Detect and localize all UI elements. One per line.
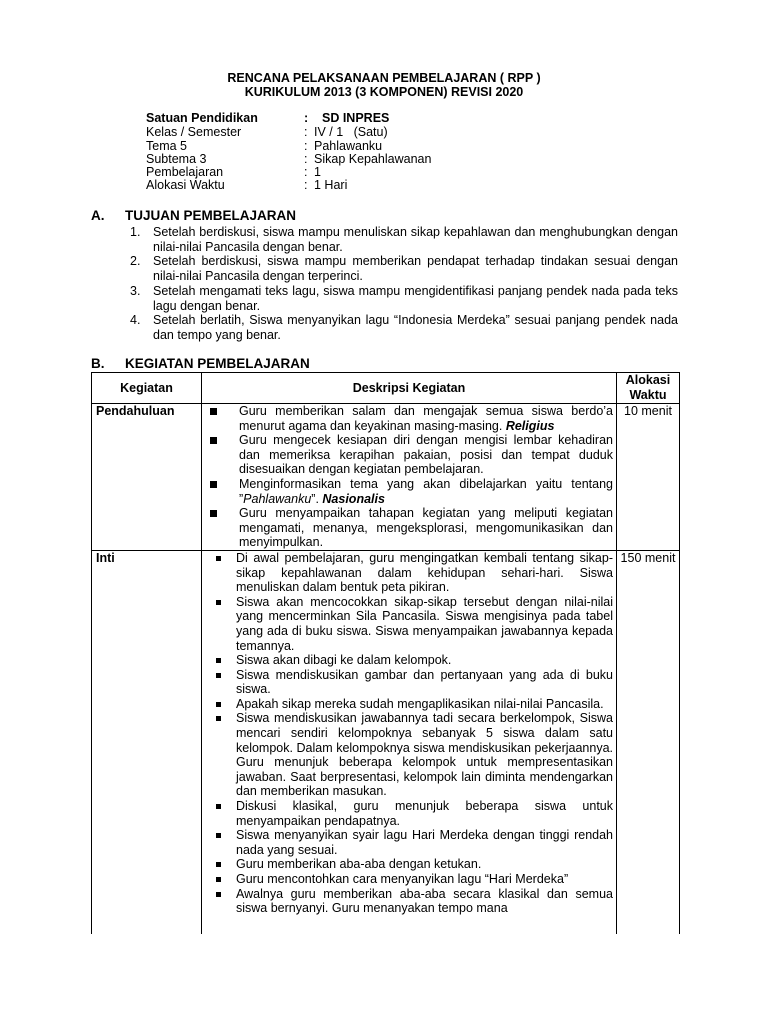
identity-label: Satuan Pendidikan — [146, 111, 258, 125]
goal-number: 4. — [130, 313, 141, 327]
identity-colon: : — [304, 178, 308, 192]
activity-list — [205, 551, 613, 916]
item-text: ”. — [311, 491, 319, 506]
item-text: Siswa mendiskusikan jawabannya tadi secara berkelompok, Siswa mencari sendiri kelompoknya sebanyak 5 siswa dalam satu kelompok. Dalam kelompoknya siswa mendiskusikan pekerjaannya. Guru menunjuk beberapa kelompok untuk mempresentasikan jawaban. Saat berpresentasi, kelompok lain diminta mendengarkan dan memberikan masukan. — [236, 711, 613, 799]
bullet-icon — [216, 892, 221, 897]
list-item — [205, 828, 613, 857]
document-subtitle: KURIKULUM 2013 (3 KOMPONEN) REVISI 2020 — [244, 85, 524, 99]
identity-value: 1 Hari — [314, 178, 348, 192]
square-bullet-icon — [210, 437, 217, 444]
identity-colon: : — [304, 165, 308, 179]
identity-row — [146, 178, 546, 193]
goal-text: Setelah berlatih, Siswa menyanyikan lagu “Indonesia Merdeka” sesuai panjang pendek nada dan tempo yang benar. — [153, 313, 678, 342]
item-text: Awalnya guru memberikan aba-aba secara klasikal dan semua siswa bernyanyi. Guru menanyakan tempo mana — [236, 886, 613, 916]
document-title: RENCANA PELAKSANAAN PEMBELAJARAN ( RPP ) — [227, 71, 541, 85]
bullet-icon — [216, 862, 221, 867]
identity-label: Alokasi Waktu — [146, 178, 225, 192]
item-text: Guru memberikan salam dan mengajak semua siswa berdo’a menurut agama dan keyakinan masing-masing. — [239, 404, 613, 433]
square-bullet-icon — [210, 510, 217, 517]
item-text: Apakah sikap mereka sudah mengaplikasikan nilai-nilai Pancasila. — [236, 696, 604, 711]
goal-text: Setelah mengamati teks lagu, siswa mampu mengidentifikasi panjang pendek nada pada teks lagu dengan benar. — [153, 284, 678, 313]
item-text: Guru memberikan aba-aba dengan ketukan. — [236, 857, 482, 872]
column-header: Deskripsi Kegiatan — [202, 373, 617, 404]
table-row — [92, 550, 680, 934]
activity-list — [205, 404, 613, 550]
time-allocation: 10 menit — [617, 404, 680, 551]
identity-label: Subtema 3 — [146, 152, 207, 166]
item-text: Guru mencontohkan cara menyanyikan lagu “Hari Merdeka” — [236, 872, 569, 886]
bullet-icon — [216, 833, 221, 838]
list-item — [205, 506, 613, 550]
identity-value: SD INPRES — [322, 111, 390, 125]
bullet-icon — [216, 673, 221, 678]
section-title: KEGIATAN PEMBELAJARAN — [125, 356, 310, 371]
bullet-icon — [216, 804, 221, 809]
character-value-tag: Religius — [505, 418, 555, 433]
list-item — [205, 887, 613, 916]
section-letter: B. — [91, 356, 105, 371]
identity-value: 1 — [314, 165, 321, 179]
character-value-tag: Nasionalis — [322, 491, 385, 506]
bullet-icon — [216, 658, 221, 663]
item-text: Guru menyampaikan tahapan kegiatan yang meliputi kegiatan mengamati, menanya, mengeksplorasi, mengomunikasikan dan menyimpulkan. — [239, 506, 613, 550]
goal-text: Setelah berdiskusi, siswa mampu menuliskan sikap kepahlawan dan menghubungkan dengan nilai-nilai Pancasila dengan benar. — [153, 225, 678, 254]
activity-name: Pendahuluan — [92, 404, 202, 551]
item-text: Di awal pembelajaran, guru mengingatkan kembali tentang sikap-sikap kepahlawanan dalam kehidupan sehari-hari. Siswa menuliskan dalam bentuk peta pikiran. — [236, 550, 613, 595]
identity-value: Pahlawanku — [314, 139, 383, 153]
activity-table — [91, 372, 680, 934]
column-header: Alokasi Waktu — [617, 373, 680, 404]
goal-text: Setelah berdiskusi, siswa mampu memberikan pendapat terhadap tindakan sesuai dengan nilai-nilai Pancasila dengan terperinci. — [153, 254, 678, 283]
item-text: Siswa mendiskusikan gambar dan pertanyaan yang ada di buku siswa. — [236, 667, 613, 697]
table-row — [92, 404, 680, 551]
identity-value: IV / 1 (Satu) — [314, 125, 388, 139]
identity-row — [146, 125, 546, 140]
item-text: Menginformasikan tema yang akan dibelajarkan yaitu tentang ” — [239, 476, 613, 506]
list-item — [205, 697, 613, 712]
list-item — [205, 668, 613, 697]
item-text: Guru mengecek kesiapan diri dengan mengisi lembar kehadiran dan memeriksa kerapihan pakaian, posisi dan tempat duduk disesuaikan dengan kegiatan pembelajaran. — [239, 433, 613, 477]
goal-item — [130, 225, 678, 254]
goal-item — [130, 313, 678, 342]
activity-description — [202, 404, 617, 551]
bullet-icon — [216, 877, 221, 882]
list-item — [205, 477, 613, 506]
section-title: TUJUAN PEMBELAJARAN — [125, 208, 297, 223]
goal-number: 1. — [130, 225, 141, 239]
identity-label: Kelas / Semester — [146, 125, 242, 139]
identity-colon: : — [304, 152, 308, 166]
bullet-icon — [216, 716, 221, 721]
identity-value: Sikap Kepahlawanan — [314, 152, 432, 166]
list-item — [205, 799, 613, 828]
identity-colon: : — [304, 125, 308, 139]
item-text: Siswa menyanyikan syair lagu Hari Merdeka dengan tinggi rendah nada yang sesuai. — [236, 828, 613, 857]
square-bullet-icon — [210, 408, 217, 415]
column-header: Kegiatan — [92, 373, 202, 404]
identity-colon: : — [304, 139, 308, 153]
section-letter: A. — [91, 208, 105, 223]
list-item — [205, 404, 613, 433]
list-item — [205, 711, 613, 799]
identity-label: Pembelajaran — [146, 165, 224, 179]
activity-name: Inti — [92, 550, 202, 934]
list-item — [205, 551, 613, 595]
goal-item — [130, 254, 678, 283]
item-text: Siswa akan mencocokkan sikap-sikap tersebut dengan nilai-nilai yang mencerminkan Sila Pancasila. Siswa mengisinya pada tabel yang ada di buku siswa. Siswa menyampaikan jawabannya kepada temannya. — [236, 594, 613, 653]
list-item — [205, 433, 613, 477]
item-text: Diskusi klasikal, guru menunjuk beberapa siswa untuk menyampaikan pendapatnya. — [236, 799, 613, 828]
bullet-icon — [216, 600, 221, 605]
list-item — [205, 653, 613, 668]
table-header-row — [92, 373, 680, 404]
goal-item — [130, 284, 678, 313]
goal-number: 2. — [130, 254, 141, 268]
item-text: Siswa akan dibagi ke dalam kelompok. — [236, 653, 452, 668]
identity-colon: : — [304, 111, 309, 125]
time-allocation: 150 menit — [617, 550, 680, 934]
activity-list-container — [205, 551, 613, 934]
list-item — [205, 872, 613, 887]
list-item — [205, 595, 613, 653]
identity-label: Tema 5 — [146, 139, 187, 153]
square-bullet-icon — [210, 481, 217, 488]
activity-description — [202, 550, 617, 934]
bullet-icon — [216, 702, 221, 707]
list-item — [205, 857, 613, 872]
goal-number: 3. — [130, 284, 141, 298]
theme-name: Pahlawanku — [243, 491, 312, 506]
identity-row — [146, 111, 546, 126]
bullet-icon — [216, 556, 221, 561]
